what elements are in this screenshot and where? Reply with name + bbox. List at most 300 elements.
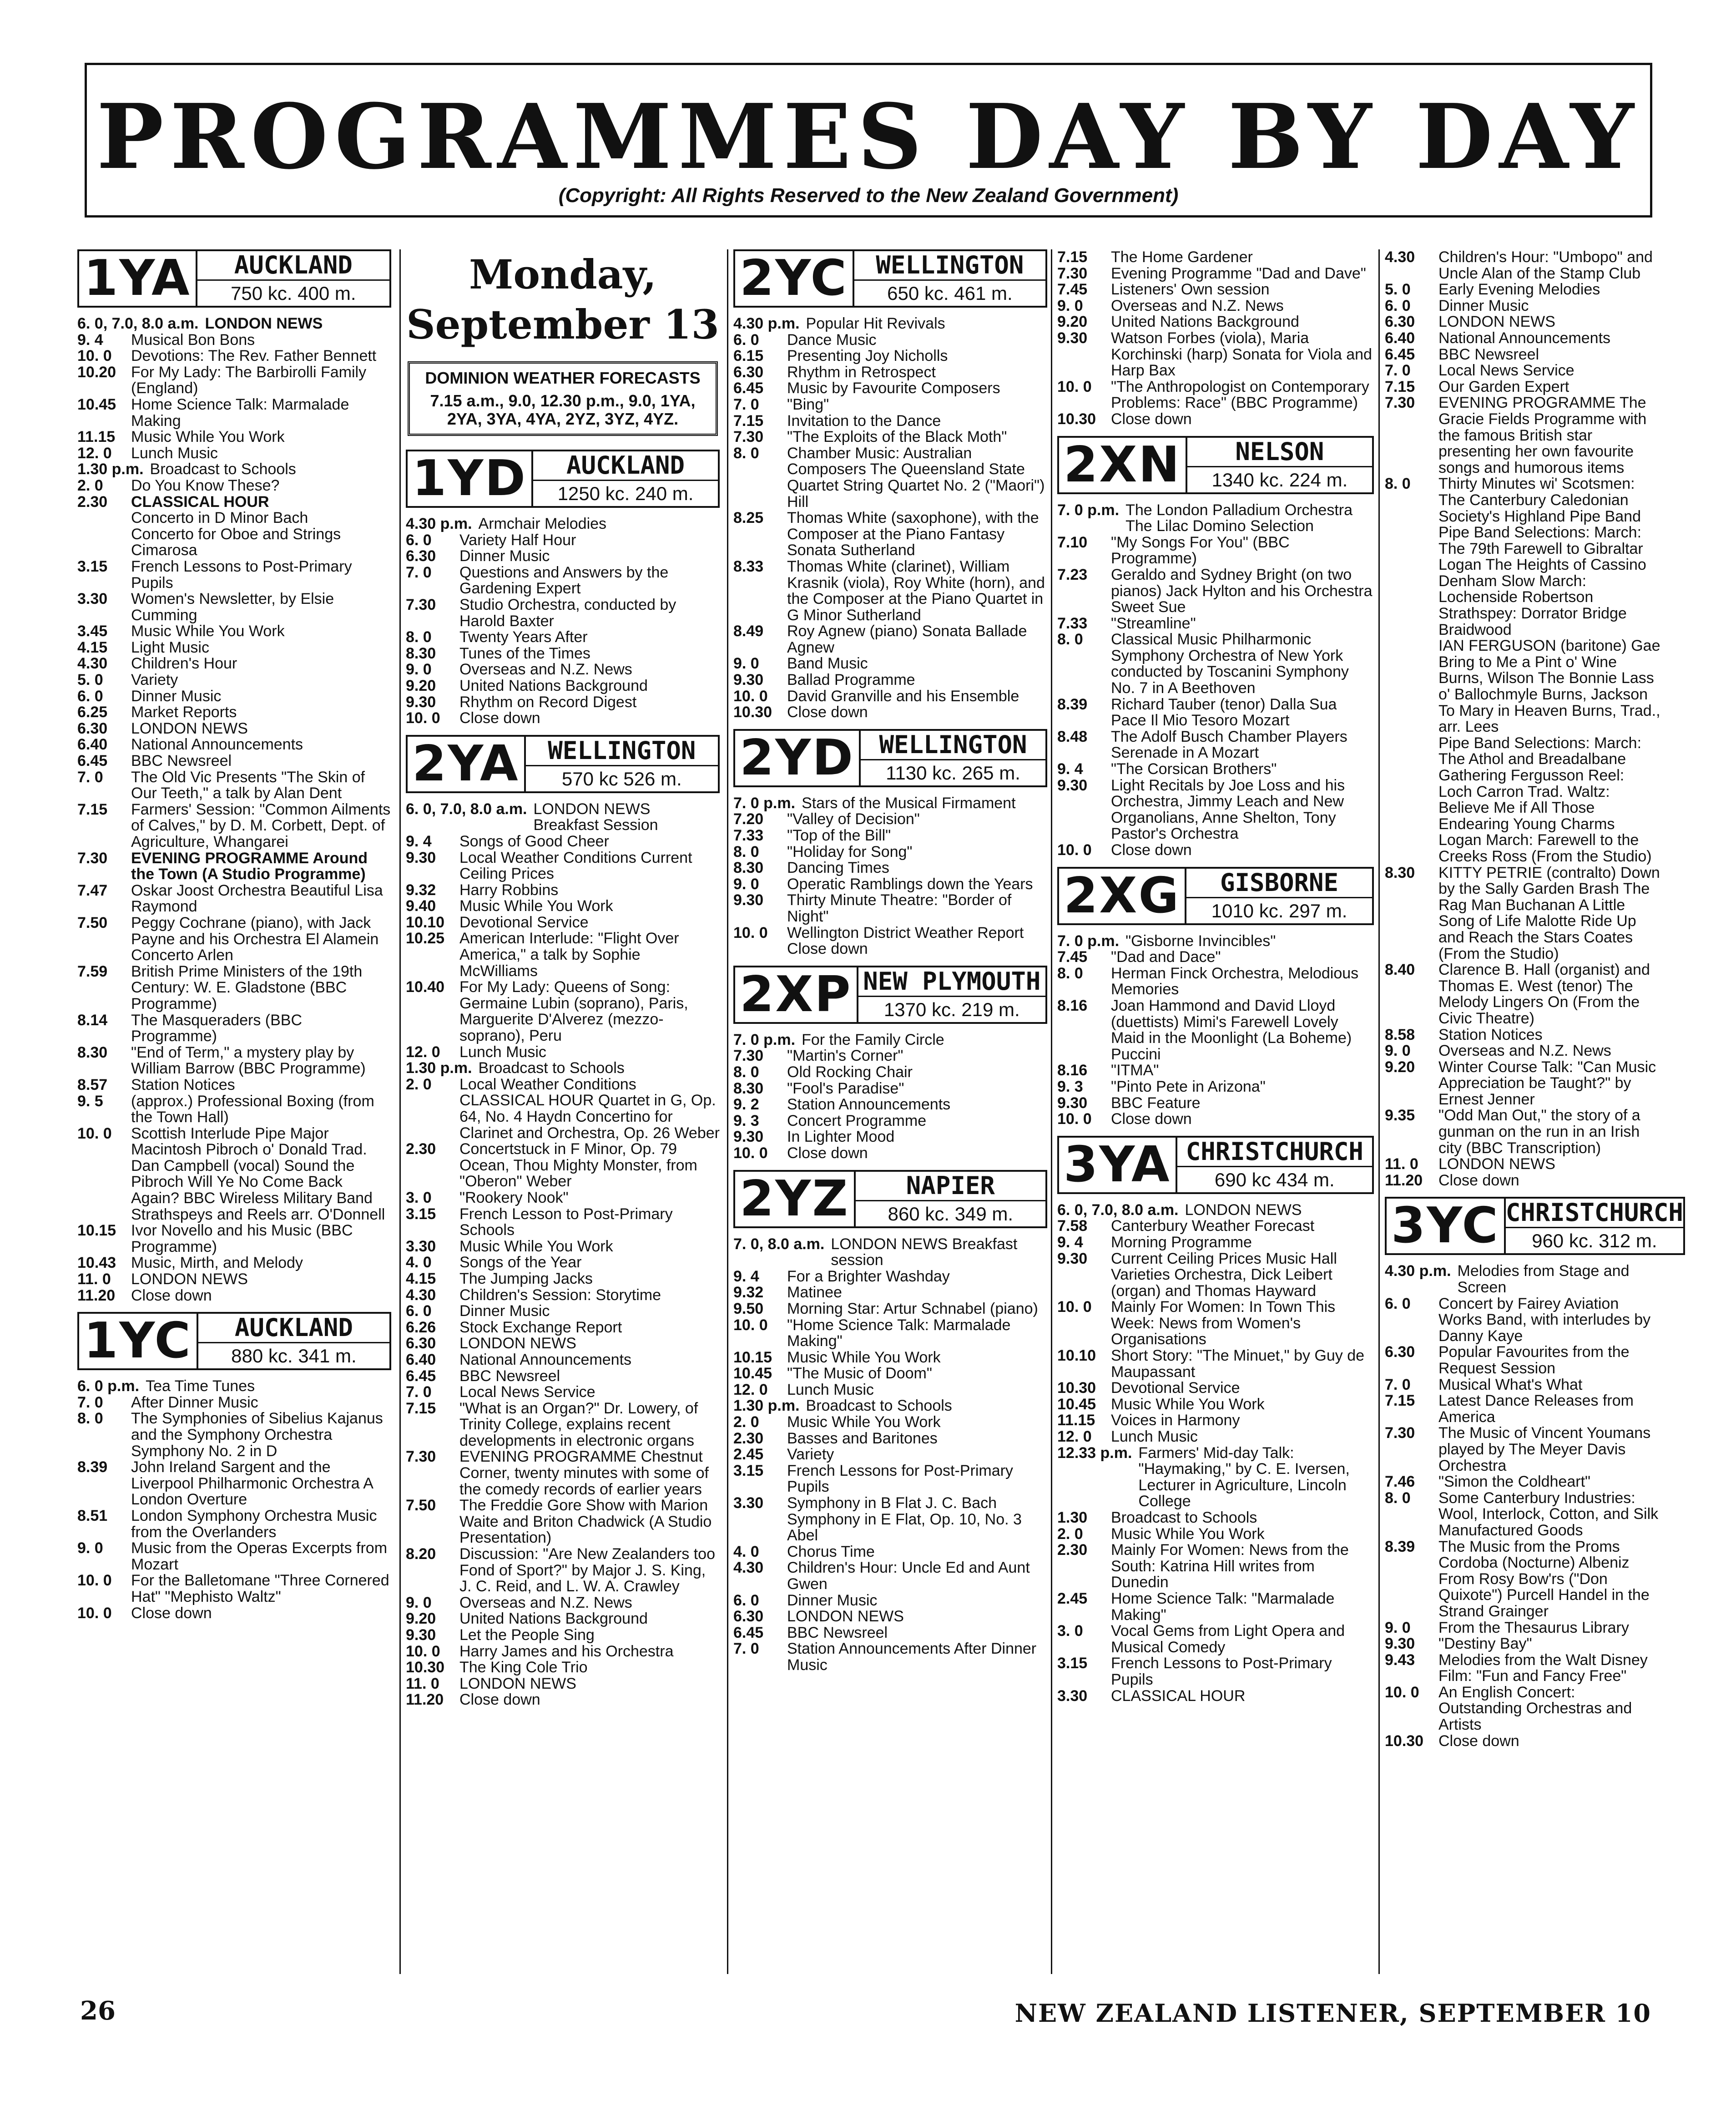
programme-title: Close down xyxy=(459,709,540,727)
programme-time: 7. 0 p.m. xyxy=(733,1031,796,1048)
programme-time: 10.40 xyxy=(406,978,445,996)
station-frequency: 1250 kc. 240 m. xyxy=(557,483,694,504)
programme-time: 9. 5 xyxy=(77,1092,103,1110)
programme-title: "Holiday for Song" xyxy=(787,843,913,861)
programme-entry xyxy=(406,1287,720,1304)
programme-entry xyxy=(733,1398,1047,1414)
programme-entry xyxy=(77,737,391,753)
programme-title: Tunes of the Times xyxy=(459,644,590,662)
programme-entry xyxy=(77,1540,391,1573)
station-info xyxy=(861,729,1047,787)
programme-time: 8.51 xyxy=(77,1507,108,1524)
station-2xn xyxy=(1057,436,1374,859)
programme-entry xyxy=(1057,249,1374,266)
programme-time: 8.58 xyxy=(1385,1026,1415,1043)
station-frequency: 570 kc 526 m. xyxy=(561,768,682,790)
programme-time: 9. 4 xyxy=(733,1267,759,1285)
programme-time: 7.15 xyxy=(1385,1392,1415,1410)
programme-time: 8.30 xyxy=(77,1043,108,1061)
programme-time: 6. 0 xyxy=(77,687,103,705)
programme-time: 10.25 xyxy=(406,930,445,947)
programme-time: 10.10 xyxy=(1057,1347,1096,1365)
programme-title: CLASSICAL HOUR xyxy=(1111,1687,1246,1705)
programme-entry xyxy=(1385,1296,1660,1345)
programme-entry xyxy=(77,397,391,429)
copyright-notice: (Copyright: All Rights Reserved to the New Zealand Government) xyxy=(558,184,1179,207)
programme-time: 3.15 xyxy=(1057,1655,1088,1672)
station-frequency: 1010 kc. 297 m. xyxy=(1211,900,1347,921)
programme-entry xyxy=(733,876,1047,893)
programme-title: "Martin's Corner" xyxy=(787,1047,903,1065)
programme-entry xyxy=(77,332,391,349)
programme-entry xyxy=(77,1077,391,1093)
column-rule xyxy=(399,249,401,1974)
station-frequency: 750 kc. 400 m. xyxy=(231,283,356,304)
station-header xyxy=(1057,1136,1374,1194)
programme-time: 10.15 xyxy=(77,1222,116,1240)
date-heading: Monday, September 13 xyxy=(406,251,719,348)
programme-title: Listeners' Own session xyxy=(1111,281,1270,299)
programme-title: BBC Newsreel xyxy=(1438,345,1539,363)
programme-time: 9. 0 xyxy=(1057,297,1083,314)
station-info xyxy=(1177,1136,1374,1194)
programme-time: 10.10 xyxy=(406,913,445,931)
programme-entry xyxy=(1385,347,1660,363)
programme-time: 9.30 xyxy=(406,849,436,866)
programme-time: 8.30 xyxy=(406,644,436,662)
programme-time: 9.30 xyxy=(1057,1094,1088,1112)
programme-entry xyxy=(1385,962,1660,1027)
programme-title: Market Reports xyxy=(131,704,237,721)
programme-entry xyxy=(77,1411,391,1459)
station-info xyxy=(526,735,720,793)
programme-time: 7.59 xyxy=(77,962,108,980)
programme-time: 9.32 xyxy=(733,1284,764,1301)
programme-entry xyxy=(1057,502,1374,535)
programme-time: 6.30 xyxy=(406,547,436,565)
programme-title: Symphony in B Flat J. C. Bach Symphony in E Flat, Op. 10, No. 3 Abel xyxy=(787,1494,1022,1544)
programme-time: 2.30 xyxy=(733,1429,764,1447)
programme-entry xyxy=(1057,933,1374,950)
programme-title: Stock Exchange Report xyxy=(459,1318,622,1336)
programme-title: Ivor Novello and his Music (BBC Programme) xyxy=(131,1222,353,1255)
programme-title: Vocal Gems from Light Opera and Musical Comedy xyxy=(1111,1622,1345,1656)
programme-time: 7. 0, 8.0 a.m. xyxy=(733,1235,825,1253)
programme-title: Old Rocking Chair xyxy=(787,1063,913,1081)
programme-time: 8.16 xyxy=(1057,997,1088,1014)
programme-title: The Adolf Busch Chamber Players Serenade in A Mozart xyxy=(1111,728,1347,762)
station-code: 2YA xyxy=(406,735,526,793)
programme-time: 9.30 xyxy=(406,693,436,711)
programme-entry xyxy=(1057,1510,1374,1526)
programme-title: French Lessons to Post-Primary Pupils xyxy=(131,557,352,592)
programme-entry xyxy=(1057,411,1374,428)
programme-entry xyxy=(1057,1526,1374,1543)
programme-title: For My Lady: Queens of Song: Germaine Lubin (soprano), Paris, Marguerite D'Alverez (mezzo-soprano), Peru xyxy=(459,978,688,1045)
programme-entry xyxy=(406,629,720,646)
programme-title: Broadcast to Schools xyxy=(806,1397,952,1415)
programme-time: 9. 0 xyxy=(406,661,432,678)
column-rule xyxy=(1378,249,1380,1974)
programme-entry xyxy=(733,559,1047,623)
programme-title: Do You Know These? xyxy=(131,476,280,494)
programme-title: Invitation to the Dance xyxy=(787,412,941,430)
programme-title: Children's Session: Storytime xyxy=(459,1286,661,1304)
programme-time: 6.40 xyxy=(406,1351,436,1368)
station-info xyxy=(856,1170,1047,1228)
programme-entry xyxy=(733,844,1047,861)
weather-forecast-box xyxy=(408,361,718,436)
programme-title: Broadcast to Schools xyxy=(478,1059,625,1077)
programme-entry xyxy=(1385,1059,1660,1108)
programme-time: 4.30 xyxy=(77,655,108,673)
programme-title: Stars of the Musical Firmament xyxy=(802,794,1016,812)
programme-time: 6. 0 xyxy=(406,531,432,549)
programme-time: 9. 0 xyxy=(406,1594,432,1611)
programme-title: Dance Music xyxy=(787,331,877,349)
programme-time: 8.48 xyxy=(1057,728,1088,745)
programme-title: The Old Vic Presents "The Skin of Our Teeth," a talk by Alan Dent xyxy=(131,768,365,802)
programme-entry xyxy=(406,882,720,899)
programme-time: 8. 0 xyxy=(733,444,759,462)
programme-title: Pipe Band Selections: March: The Athol and Breadalbane Gathering Fergusson Reel: Loch Carron Trad. Waltz: Believe Me if All Those Endearing Young Charms Logan March: Farewell to the Creeks Ross (From the Studio) xyxy=(1438,734,1652,865)
programme-entry xyxy=(406,1368,720,1385)
programme-entry xyxy=(1385,249,1660,282)
programme-entry xyxy=(406,1401,720,1449)
programme-entry xyxy=(1385,1652,1660,1685)
programme-time: 7.50 xyxy=(406,1497,436,1514)
programme-time xyxy=(77,510,131,526)
programme-time: 6.45 xyxy=(733,380,764,397)
programme-title: Station Announcements After Dinner Music xyxy=(787,1640,1037,1674)
station-code: 1YA xyxy=(77,249,197,308)
programme-entry xyxy=(733,688,1047,705)
programme-time: 9.20 xyxy=(406,677,436,694)
programme-time xyxy=(406,1093,459,1141)
programme-title: Voices in Harmony xyxy=(1111,1412,1240,1429)
programme-time: 9.30 xyxy=(1385,1635,1415,1653)
programme-entry xyxy=(1057,632,1374,696)
programme-time: 12. 0 xyxy=(406,1043,440,1061)
programme-time: 8.39 xyxy=(1385,1538,1415,1555)
programme-entry xyxy=(1057,567,1374,616)
programme-time: 6.30 xyxy=(77,719,108,737)
station-city: NEW PLYMOUTH xyxy=(858,967,1045,997)
programme-entry xyxy=(733,1495,1047,1544)
programme-title: From the Thesaurus Library xyxy=(1438,1619,1629,1636)
programme-time xyxy=(1385,735,1438,865)
programme-entry xyxy=(77,623,391,640)
programme-time: 10.45 xyxy=(733,1365,772,1382)
programme-title: Close down xyxy=(1111,841,1192,859)
programme-entry xyxy=(1385,1733,1660,1750)
programme-entry xyxy=(77,429,391,445)
programme-time: 11. 0 xyxy=(406,1675,439,1692)
programme-entry xyxy=(406,1352,720,1368)
programme-entry xyxy=(1057,761,1374,778)
station-city: AUCKLAND xyxy=(197,251,389,281)
programme-entry xyxy=(733,1641,1047,1673)
programme-title: Light Recitals by Joe Loss and his Orchestra, Jimmy Leach and New Organolians, Anne Shelton, Tony Pastor's Orchestra xyxy=(1111,776,1345,843)
programme-entry xyxy=(406,931,720,979)
programme-entry xyxy=(733,1447,1047,1463)
programme-title: Home Science Talk: Marmalade Making xyxy=(131,395,349,430)
programme-entry xyxy=(1057,1542,1374,1591)
programme-title: United Nations Background xyxy=(459,1610,648,1628)
programme-title: United Nations Background xyxy=(1111,313,1299,331)
programme-title: Twenty Years After xyxy=(459,628,588,646)
programme-entry xyxy=(77,364,391,397)
station-frequency: 1130 kc. 265 m. xyxy=(886,762,1020,784)
programme-time: 6.30 xyxy=(733,363,764,381)
programme-entry xyxy=(1057,998,1374,1063)
programme-title: Lunch Music xyxy=(131,444,218,462)
station-code: 3YC xyxy=(1385,1197,1506,1255)
programme-entry xyxy=(77,526,391,559)
station-city: WELLINGTON xyxy=(526,737,718,766)
programme-title: LONDON NEWS xyxy=(205,315,323,332)
programme-entry xyxy=(77,721,391,737)
station-frequency: 960 kc. 312 m. xyxy=(1532,1230,1657,1252)
programme-entry xyxy=(733,1350,1047,1366)
programme-time: 12. 0 xyxy=(1057,1428,1092,1446)
programme-time: 4.30 xyxy=(1385,248,1415,266)
programme-entry xyxy=(1385,1425,1660,1474)
programme-title: Short Story: "The Minuet," by Guy de Maupassant xyxy=(1111,1347,1365,1381)
programme-title: Close down xyxy=(131,1286,212,1304)
programme-title: Rhythm on Record Digest xyxy=(459,693,637,711)
programme-title: Local Weather Conditions xyxy=(459,1075,636,1093)
programme-entry xyxy=(77,445,391,462)
weather-title: DOMINION WEATHER FORECASTS xyxy=(425,369,701,387)
programme-entry xyxy=(1385,1377,1660,1393)
station-2xp xyxy=(733,966,1047,1162)
programme-time: 7.58 xyxy=(1057,1217,1088,1235)
programme-entry xyxy=(733,1593,1047,1609)
programme-title: Morning Star: Artur Schnabel (piano) xyxy=(787,1300,1038,1317)
programme-entry xyxy=(406,597,720,629)
programme-title: French Lessons for Post-Primary Pupils xyxy=(787,1462,1013,1496)
programme-title: BBC Feature xyxy=(1111,1094,1201,1112)
station-frequency: 860 kc. 349 m. xyxy=(888,1203,1014,1225)
programme-entry xyxy=(77,1271,391,1288)
programme-title: BBC Newsreel xyxy=(459,1367,560,1385)
programme-entry xyxy=(1385,1156,1660,1173)
programme-entry xyxy=(77,915,391,964)
programme-time: 6. 0, 7.0, 8.0 a.m. xyxy=(77,315,199,332)
programme-time: 4. 0 xyxy=(733,1543,759,1560)
programme-time: 2. 0 xyxy=(733,1413,759,1431)
programme-title: Variety xyxy=(787,1446,834,1463)
programme-time: 8.57 xyxy=(77,1076,108,1093)
programme-time: 9. 4 xyxy=(1057,760,1083,778)
programme-entry xyxy=(406,1611,720,1627)
programme-time: 10. 0 xyxy=(77,347,112,365)
programme-title: Music by Favourite Composers xyxy=(787,380,1000,397)
programme-title: Chorus Time xyxy=(787,1543,875,1560)
programme-time xyxy=(77,526,131,559)
programme-time: 1.30 p.m. xyxy=(77,461,144,478)
programme-title: "Bing" xyxy=(787,395,829,413)
programme-entry xyxy=(733,1097,1047,1113)
programme-time: 7.15 xyxy=(406,1399,436,1417)
programme-entry xyxy=(1385,1490,1660,1539)
programme-title: Matinee xyxy=(787,1284,842,1301)
programme-time: 1.30 p.m. xyxy=(406,1059,472,1077)
programme-entry xyxy=(1385,298,1660,314)
programme-entry xyxy=(1385,363,1660,379)
programme-title: The Freddie Gore Show with Marion Waite and Briton Chadwick (A Studio Presentation) xyxy=(459,1497,712,1547)
programme-entry xyxy=(1057,1299,1374,1348)
programme-entry xyxy=(77,656,391,672)
programme-entry xyxy=(406,1060,720,1077)
programme-title: Music While You Work xyxy=(787,1348,941,1366)
programme-time: 7.33 xyxy=(733,827,764,845)
programme-time: 10. 0 xyxy=(77,1604,112,1622)
programme-entry xyxy=(1057,266,1374,282)
programme-title: Music While You Work xyxy=(459,1237,613,1255)
programme-entry xyxy=(733,348,1047,364)
programme-title: Light Music xyxy=(131,638,209,656)
programme-time: 9.30 xyxy=(733,891,764,909)
programme-time: 6.45 xyxy=(733,1624,764,1641)
programme-entry xyxy=(1385,330,1660,347)
station-info xyxy=(1186,867,1374,925)
programme-time: 2. 0 xyxy=(1057,1525,1083,1543)
programme-entry xyxy=(1057,1445,1374,1510)
station-city: AUCKLAND xyxy=(198,1314,389,1343)
programme-entry xyxy=(77,883,391,915)
programme-time: 8.30 xyxy=(733,859,764,877)
programme-title: "The Corsican Brothers" xyxy=(1111,760,1277,778)
programme-title: "Fool's Paradise" xyxy=(787,1079,904,1097)
programme-time: 9.20 xyxy=(1385,1058,1415,1076)
station-info xyxy=(854,249,1047,308)
programme-title: CLASSICAL HOUR xyxy=(131,493,269,511)
station-frequency: 1370 kc. 219 m. xyxy=(883,998,1020,1020)
programme-entry xyxy=(733,1463,1047,1495)
programme-time: 3.45 xyxy=(77,623,108,640)
programme-title: Music While You Work xyxy=(131,428,285,446)
programme-entry xyxy=(406,979,720,1044)
station-header xyxy=(733,966,1047,1024)
programme-time xyxy=(1385,638,1438,735)
programme-entry xyxy=(1385,1173,1660,1189)
programme-entry xyxy=(406,1384,720,1401)
programme-title: Women's Newsletter, by Elsie Cumming xyxy=(131,590,334,624)
programme-time: 7.15 xyxy=(733,412,764,430)
programme-title: Overseas and N.Z. News xyxy=(1438,1042,1611,1060)
programme-time: 7.30 xyxy=(406,596,436,613)
station-city: CHRISTCHURCH xyxy=(1506,1199,1683,1228)
programme-entry xyxy=(733,316,1047,332)
station-header xyxy=(733,729,1047,787)
programme-time: 9.30 xyxy=(406,1626,436,1644)
programme-title: Studio Orchestra, conducted by Harold Baxter xyxy=(459,596,676,630)
programme-title: United Nations Background xyxy=(459,677,648,694)
page-title: PROGRAMMES DAY BY DAY xyxy=(96,85,1640,189)
programme-entry xyxy=(1385,1539,1660,1620)
programme-time: 10.43 xyxy=(77,1254,116,1272)
programme-time: 4.30 xyxy=(733,1559,764,1577)
column-3 xyxy=(733,249,1047,1974)
programme-entry xyxy=(733,1064,1047,1081)
programme-entry xyxy=(1385,282,1660,298)
programme-title: "My Songs For You" (BBC Programme) xyxy=(1111,533,1290,567)
programme-title: Devotional Service xyxy=(459,913,589,931)
programme-title: Local News Service xyxy=(1438,362,1575,380)
programme-time: 9.30 xyxy=(1057,1250,1088,1267)
programme-title: Harry James and his Orchestra xyxy=(459,1642,674,1660)
programme-entry xyxy=(77,591,391,623)
programme-time: 6. 0, 7.0, 8.0 a.m. xyxy=(1057,1201,1179,1219)
programme-time: 10.30 xyxy=(1385,1732,1424,1750)
programme-time: 11.20 xyxy=(77,1286,116,1304)
station-1yc xyxy=(77,1312,391,1621)
programme-time: 9. 0 xyxy=(1385,1619,1411,1636)
programme-time: 8.49 xyxy=(733,623,764,640)
programme-title: French Lessons to Post-Primary Pupils xyxy=(1111,1655,1332,1688)
programme-title: Concerto for Oboe and Strings Cimarosa xyxy=(131,525,341,559)
programme-entry xyxy=(77,850,391,883)
programme-title: BBC Newsreel xyxy=(787,1624,888,1641)
programme-entry xyxy=(1385,314,1660,330)
programme-title: National Announcements xyxy=(131,736,303,754)
programme-entry xyxy=(77,1508,391,1540)
station-frequency: 1340 kc. 224 m. xyxy=(1211,469,1348,491)
programme-title: The Music from the Proms Cordoba (Nocturne) Albeniz From Rosy Bow'rs ("Don Quixote") Purcell Handel in the Strand Grainger xyxy=(1438,1538,1650,1620)
programme-time: 9.43 xyxy=(1385,1651,1415,1669)
programme-entry xyxy=(406,678,720,694)
programme-title: Local News Service xyxy=(459,1383,595,1401)
programme-title: Concert by Fairey Aviation Works Band, with interludes by Danny Kaye xyxy=(1438,1295,1651,1345)
programme-title: Concertstuck in F Minor, Op. 79 Ocean, Thou Mighty Monster, from "Oberon" Weber xyxy=(459,1140,697,1190)
programme-entry xyxy=(77,559,391,591)
station-code: 2YC xyxy=(733,249,854,308)
programme-title: Broadcast to Schools xyxy=(1111,1509,1257,1526)
programme-entry xyxy=(733,397,1047,413)
programme-title: "Gisborne Invincibles" xyxy=(1125,932,1276,950)
programme-title: Close down xyxy=(1438,1732,1519,1750)
programme-time: 9. 4 xyxy=(406,832,432,850)
programme-title: LONDON NEWS xyxy=(459,1335,576,1352)
programme-title: British Prime Ministers of the 19th Century: W. E. Gladstone (BBC Programme) xyxy=(131,962,363,1012)
programme-time: 7. 0 xyxy=(733,395,759,413)
programme-time: 11.20 xyxy=(406,1691,444,1709)
programme-entry xyxy=(1057,1095,1374,1112)
programme-time: 8. 0 xyxy=(733,843,759,861)
programme-entry xyxy=(1385,1685,1660,1733)
programme-entry xyxy=(77,704,391,721)
programme-title: Music While You Work xyxy=(459,897,613,915)
programme-title: "Dad and Dace" xyxy=(1111,948,1221,966)
station-code: 3YA xyxy=(1057,1136,1177,1194)
programme-title: Thirty Minutes wi' Scotsmen: The Canterbury Caledonian Society's Highland Pipe Band Pipe Band Selections: March: The 79th Farewell to Gibraltar Logan The Heights of Cassino Denham Slow March: Lochenside Robertson Strathspey: Dorrator Bridge Braidwood xyxy=(1438,475,1646,638)
programme-time: 4.15 xyxy=(77,638,108,656)
programme-title: Clarence B. Hall (organist) and Thomas E. West (tenor) The Melody Lingers On (From the Civic Theatre) xyxy=(1438,961,1650,1027)
programme-time: 7.30 xyxy=(733,1047,764,1065)
programme-title: Songs of the Year xyxy=(459,1254,582,1271)
programme-entry xyxy=(733,1414,1047,1431)
programme-entry xyxy=(1385,1043,1660,1059)
programme-time: 7.15 xyxy=(1057,248,1088,266)
programme-entry xyxy=(1385,379,1660,395)
programme-time: 8. 0 xyxy=(733,1063,759,1081)
programme-title: Harry Robbins xyxy=(459,881,559,899)
programme-title: Herman Finck Orchestra, Melodious Memories xyxy=(1111,964,1359,998)
programme-time: 2.30 xyxy=(1057,1541,1088,1559)
programme-time: 8. 0 xyxy=(1057,964,1083,982)
